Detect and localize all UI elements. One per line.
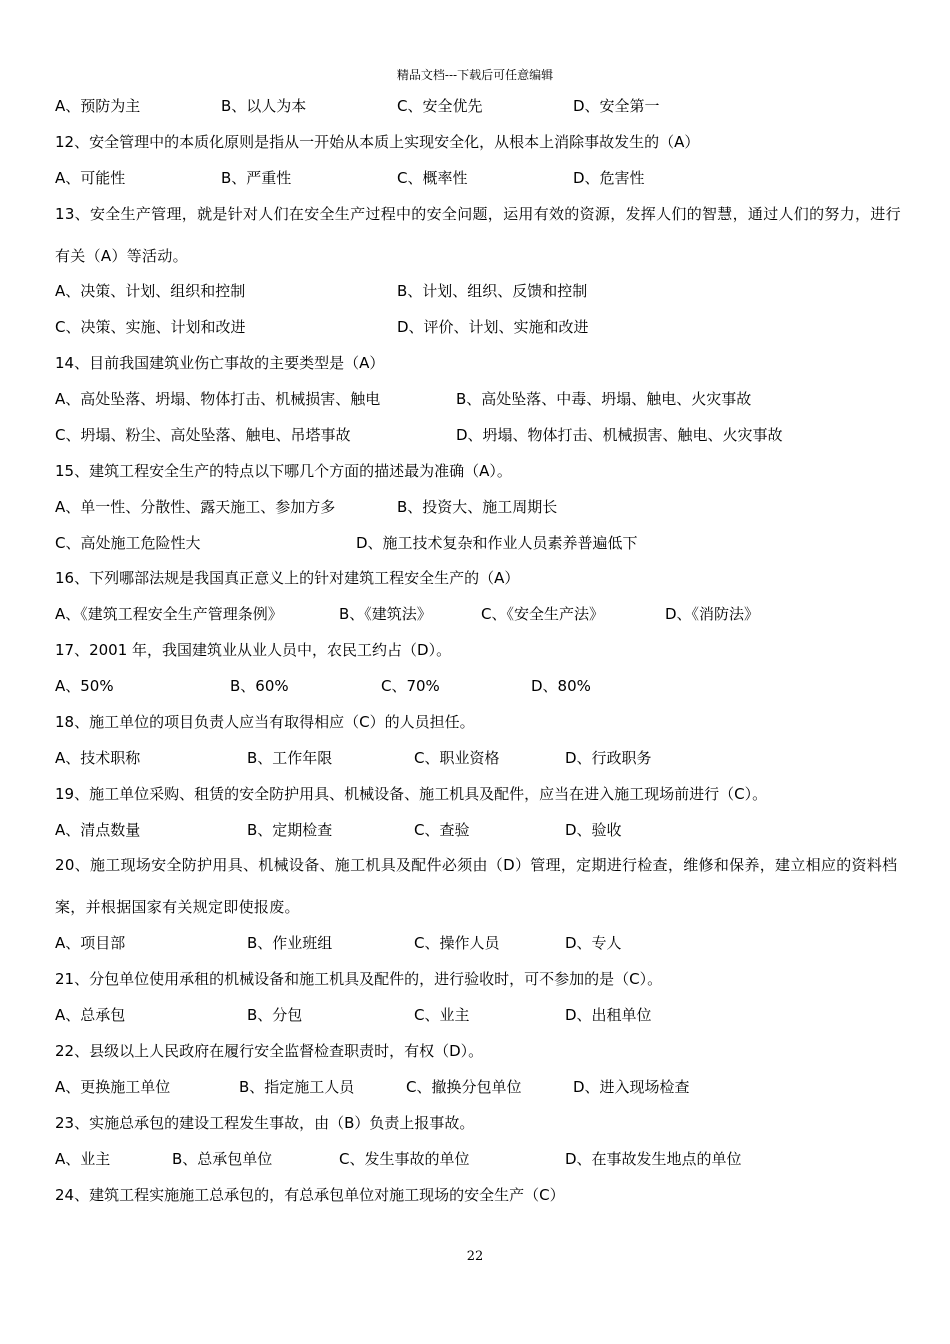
option-a: A、单一性、分散性、露天施工、参加方多 (55, 498, 336, 516)
page-header: 精品文档---下载后可任意编辑 (396, 68, 554, 82)
option-b: B、定期检查 (247, 821, 333, 839)
option-d: D、出租单位 (565, 1006, 652, 1024)
option-b: B、总承包单位 (172, 1150, 273, 1168)
option-c: C、决策、实施、计划和改进 (55, 318, 246, 336)
option-c: C、查验 (414, 821, 470, 839)
option-a: A、预防为主 (55, 97, 141, 115)
option-d: D、进入现场检查 (573, 1078, 690, 1096)
option-d: D、坍塌、物体打击、机械损害、触电、火灾事故 (456, 426, 783, 444)
option-b: B、60% (230, 677, 289, 695)
option-a: A、技术职称 (55, 749, 141, 767)
option-a: A、业主 (55, 1150, 111, 1168)
option-b: B、以人为本 (221, 97, 307, 115)
option-c: C、70% (381, 677, 440, 695)
question-20: 20、施工现场安全防护用具、机械设备、施工机具及配件必须由（D）管理，定期进行检查，维修和保养，建立相应的资料档案，并根据国家有关规定即使报废。 (55, 856, 898, 916)
question-12: 12、安全管理中的本质化原则是指从一开始从本质上实现安全化，从根本上消除事故发生的（A） (55, 133, 700, 151)
option-d: D、安全第一 (573, 97, 660, 115)
option-a: A、更换施工单位 (55, 1078, 171, 1096)
option-b: B、《建筑法》 (339, 605, 432, 623)
question-18: 18、施工单位的项目负责人应当有取得相应（C）的人员担任。 (55, 713, 475, 731)
option-d: D、行政职务 (565, 749, 652, 767)
option-c: C、发生事故的单位 (339, 1150, 470, 1168)
question-13: 13、安全生产管理，就是针对人们在安全生产过程中的安全问题，运用有效的资源，发挥人们的智慧，通过人们的努力，进行有关（A）等活动。 (55, 205, 901, 265)
option-c: C、安全优先 (397, 97, 483, 115)
option-b: B、投资大、施工周期长 (397, 498, 558, 516)
option-b: B、高处坠落、中毒、坍塌、触电、火灾事故 (456, 390, 752, 408)
option-c: C、职业资格 (414, 749, 500, 767)
option-a: A、《建筑工程安全生产管理条例》 (55, 605, 283, 623)
option-d: D、专人 (565, 934, 622, 952)
option-d: D、危害性 (573, 169, 645, 187)
option-a: A、可能性 (55, 169, 126, 187)
option-c: C、撤换分包单位 (406, 1078, 522, 1096)
option-d: D、80% (531, 677, 591, 695)
question-19: 19、施工单位采购、租赁的安全防护用具、机械设备、施工机具及配件，应当在进入施工现场前进行（C）。 (55, 785, 768, 803)
option-d: D、评价、计划、实施和改进 (397, 318, 589, 336)
option-a: A、50% (55, 677, 114, 695)
option-d: D、《消防法》 (665, 605, 760, 623)
option-d: D、在事故发生地点的单位 (565, 1150, 742, 1168)
option-c: C、高处施工危险性大 (55, 534, 201, 552)
option-d: D、施工技术复杂和作业人员素养普遍低下 (356, 534, 638, 552)
option-a: A、决策、计划、组织和控制 (55, 282, 246, 300)
question-24: 24、建筑工程实施施工总承包的，有总承包单位对施工现场的安全生产（C） (55, 1186, 565, 1204)
option-c: C、操作人员 (414, 934, 500, 952)
option-b: B、计划、组织、反馈和控制 (397, 282, 588, 300)
question-15: 15、建筑工程安全生产的特点以下哪几个方面的描述最为准确（A）。 (55, 462, 512, 480)
question-21: 21、分包单位使用承租的机械设备和施工机具及配件的，进行验收时，可不参加的是（C）。 (55, 970, 663, 988)
option-b: B、分包 (247, 1006, 303, 1024)
option-d: D、验收 (565, 821, 622, 839)
option-a: A、高处坠落、坍塌、物体打击、机械损害、触电 (55, 390, 381, 408)
option-b: B、指定施工人员 (239, 1078, 355, 1096)
question-23: 23、实施总承包的建设工程发生事故，由（B）负责上报事故。 (55, 1114, 475, 1132)
option-a: A、清点数量 (55, 821, 141, 839)
option-c: C、坍塌、粉尘、高处坠落、触电、吊塔事故 (55, 426, 351, 444)
option-c: C、业主 (414, 1006, 470, 1024)
option-b: B、工作年限 (247, 749, 333, 767)
question-17: 17、2001 年，我国建筑业从业人员中，农民工约占（D）。 (55, 641, 452, 659)
option-c: C、《安全生产法》 (481, 605, 604, 623)
option-a: A、项目部 (55, 934, 126, 952)
question-16: 16、下列哪部法规是我国真正意义上的针对建筑工程安全生产的（A） (55, 569, 520, 587)
option-a: A、总承包 (55, 1006, 126, 1024)
option-b: B、作业班组 (247, 934, 333, 952)
question-22: 22、县级以上人民政府在履行安全监督检查职责时，有权（D）。 (55, 1042, 484, 1060)
page-number: 22 (466, 1249, 484, 1264)
option-c: C、概率性 (397, 169, 468, 187)
option-b: B、严重性 (221, 169, 292, 187)
question-14: 14、目前我国建筑业伤亡事故的主要类型是（A） (55, 354, 385, 372)
